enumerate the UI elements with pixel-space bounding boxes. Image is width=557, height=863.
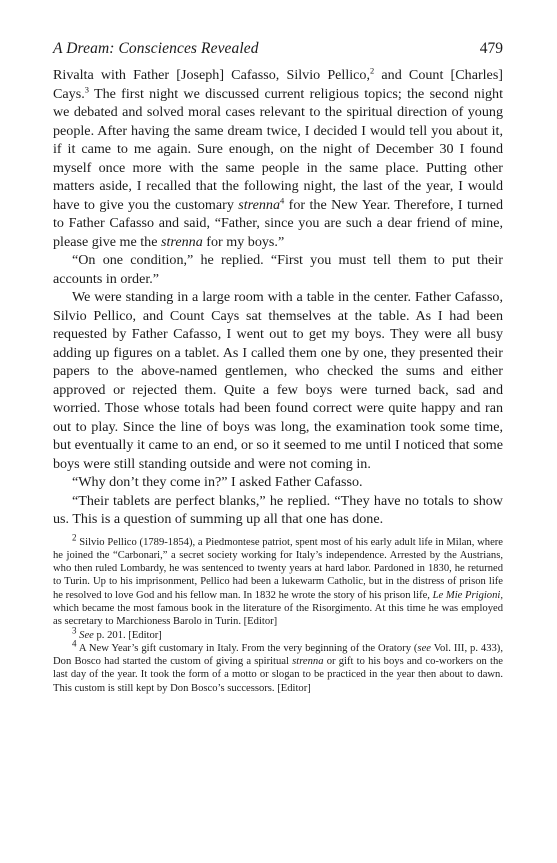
text-run: “Why don’t they come in?” I asked Father Cafasso. bbox=[72, 474, 363, 490]
text-run: The first night we discussed current religious topics; the second night we debated and solved moral cases relevant to the spiritual direction of young people. After having the same dream twice, I decided I would tell you about it, if it came to me again. Sure enough, on the night of December 30 I found myself once more with the same people in the same place. Putting other matters aside, I recalled that the following night, the last of the year, I would have to give you the customary bbox=[53, 85, 503, 213]
book-page bbox=[53, 40, 503, 695]
text-run: or gift to his boys and co-workers on the last day of the year. It took the form of a motto or slogan to be practiced in the year then about to dawn. This custom is still kept by Don Bosco’s successors. [Editor] bbox=[53, 656, 503, 694]
italic-text: strenna bbox=[238, 196, 281, 213]
italic-text: see bbox=[417, 642, 431, 654]
text-run: Silvio Pellico (1789-1854), a Piedmontese patriot, spent most of his early adult life in Milan, where he joined the “Carbonari,” a secret society working for Italy’s independence. Arrested by the Austrians, who then ruled Lombardy, he was sentenced to twenty years at hard labor. Pardoned in 1830, he returned to Turin. Up to his imprisonment, Pellico had been a lukewarm Catholic, but in the distress of prison life he resolved to love God and his fellow man. In 1832 he wrote the story of his prison life, bbox=[53, 536, 503, 601]
running-title: A Dream: Consciences Revealed bbox=[53, 40, 259, 57]
page-number: 479 bbox=[479, 40, 503, 57]
footnote-number: 2 bbox=[72, 531, 77, 542]
text-run: We were standing in a large room with a table in the center. Father Cafasso, Silvio Pellico, and Count Cays sat themselves at the table. As I had been requested by Father Cafasso, I went out to get my boys. They were all busy adding up figures on a tablet. As I called them one by one, they presented their papers to the above-named gentlemen, who checked the sums and either approved or rejected them. Quite a few boys were turned back, sad and worried. Those whose totals had been found correct were quite happy and ran out to play. Since the line of boys was long, the examination took some time, but eventually it came to an end, or so it seemed to me until I noticed that some boys were still standing outside and were not coming in. bbox=[53, 289, 503, 472]
paragraph bbox=[53, 288, 503, 473]
footnote bbox=[53, 625, 503, 642]
italic-text: See bbox=[79, 629, 94, 641]
paragraph bbox=[53, 66, 503, 251]
footnote-reference: 4 bbox=[280, 194, 285, 205]
text-run: and Count [Charles] Cays. bbox=[53, 67, 503, 102]
text-run: for my boys.” bbox=[202, 233, 285, 250]
footnote-number: 3 bbox=[72, 625, 77, 636]
footnote bbox=[53, 638, 503, 695]
paragraph bbox=[53, 473, 503, 492]
text-run: “On one condition,” he replied. “First you must tell them to put their accounts in order.” bbox=[53, 252, 503, 287]
body-text bbox=[53, 66, 503, 529]
page-header bbox=[53, 40, 503, 62]
italic-text: Le Mie Prigioni, bbox=[432, 589, 503, 601]
footnote-reference: 3 bbox=[84, 83, 89, 94]
text-run: Rivalta with Father [Joseph] Cafasso, Silvio Pellico, bbox=[53, 67, 371, 83]
text-run: for the New Year. Therefore, I turned to Father Cafasso and said, “Father, since you are such a dear friend of mine, please give me the bbox=[53, 196, 503, 250]
footnote-number: 4 bbox=[72, 638, 77, 649]
footnotes bbox=[53, 531, 503, 696]
paragraph bbox=[53, 492, 503, 529]
text-run: which became the most famous book in the literature of the Risorgimento. At this time he was employed as secretary to Marchioness Barolo in Turin. [Editor] bbox=[53, 602, 503, 628]
text-run: Vol. III, p. 433), Don Bosco had started the custom of giving a spiritual bbox=[53, 642, 503, 668]
text-run: p. 201. [Editor] bbox=[93, 629, 162, 641]
text-run: A New Year’s gift customary in Italy. From the very beginning of the Oratory ( bbox=[76, 642, 418, 654]
text-run: “Their tablets are perfect blanks,” he replied. “They have no totals to show us. This is a question of summing up all that one has done. bbox=[53, 492, 503, 527]
footnote bbox=[53, 531, 503, 629]
italic-text: strenna bbox=[292, 656, 324, 668]
paragraph bbox=[53, 251, 503, 288]
footnote-reference: 2 bbox=[370, 65, 375, 76]
italic-text: strenna bbox=[161, 233, 203, 250]
